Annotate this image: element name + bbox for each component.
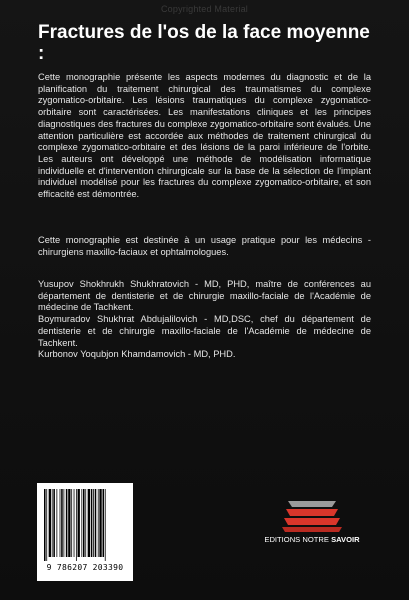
barcode-bar: [60, 489, 61, 557]
barcode-bar: [61, 489, 63, 557]
barcode-bar: [93, 489, 94, 557]
barcode-bar: [64, 489, 65, 557]
barcode-bar: [99, 489, 101, 557]
book-title: Fractures de l'os de la face moyenne :: [38, 22, 370, 64]
copyright-watermark: Copyrighted Material: [160, 4, 249, 14]
barcode-bar: [52, 489, 53, 557]
barcode-graphic: [43, 489, 127, 561]
barcode-bar: [91, 489, 93, 557]
barcode-bar: [98, 489, 99, 557]
barcode-bar: [105, 489, 106, 561]
barcode-bar: [71, 489, 72, 557]
authors-section: [38, 279, 371, 361]
barcode-bar: [88, 489, 90, 557]
author-bio: Kurbonov Yoqubjon Khamdamovich - MD, PHD.: [38, 349, 236, 360]
stacked-books-icon: [282, 497, 342, 533]
isbn-number: 9 786207 203390: [46, 563, 124, 572]
isbn-barcode: [37, 483, 133, 581]
publisher-logo: [262, 497, 362, 557]
publisher-name-regular: EDITIONS NOTRE: [264, 535, 329, 544]
publisher-name: [262, 535, 362, 544]
publisher-name-bold: SAVOIR: [331, 535, 360, 544]
barcode-bar: [95, 489, 97, 557]
author-bio: Boymuradov Shukhrat Abdujalilovich - MD,DSC, chef du département de dentisterie et de chirurgie maxillo-faciale de l'Académie de médecine de Tachkent.: [38, 314, 371, 348]
barcode-bar: [49, 489, 51, 557]
barcode-bar: [76, 489, 77, 561]
barcode-bar: [78, 489, 80, 557]
barcode-bar: [66, 489, 68, 557]
barcode-bar: [56, 489, 57, 557]
barcode-bar: [103, 489, 105, 557]
barcode-bar: [85, 489, 86, 557]
author-bio: Yusupov Shokhrukh Shukhratovich - MD, PHD, maître de conférences au département de dentisterie et de chirurgie maxillo-faciale de l'Académie de médecine de Tachkent.: [38, 279, 371, 313]
barcode-bar: [46, 489, 47, 561]
barcode-bar: [81, 489, 82, 557]
barcode-bar: [83, 489, 85, 557]
audience-paragraph: Cette monographie est destinée à un usage pratique pour les médecins - chirurgiens maxillo-faciaux et ophtalmologues.: [38, 235, 371, 257]
barcode-bar: [74, 489, 75, 557]
barcode-bar: [68, 489, 70, 557]
barcode-bar: [44, 489, 46, 561]
barcode-bar: [53, 489, 55, 557]
description-paragraph: Cette monographie présente les aspects modernes du diagnostic et de la planification du traitement chirurgical des traumatismes du complexe zygomatico-orbitaire. Les lésions traumatiques du complexe zygomatico-orbitaire sont caractérisées. Les manifestations cliniques et les principes diagnostiques des fractures du complexe zygomatico-orbitaire sont évalués. Une attention particulière est accordée aux méthodes de traitement chirurgical du complexe zygomatico-orbitaire et des lésions de la paroi inférieure de l'orbite. Les auteurs ont développé une méthode de modélisation informatique individuelle et d'intervention chirurgicale sur la base de la sélection de l'implant individuel modélisé pour les fractures du complexe zygomatico-orbitaire, et son efficacité est démontrée.: [38, 72, 371, 200]
